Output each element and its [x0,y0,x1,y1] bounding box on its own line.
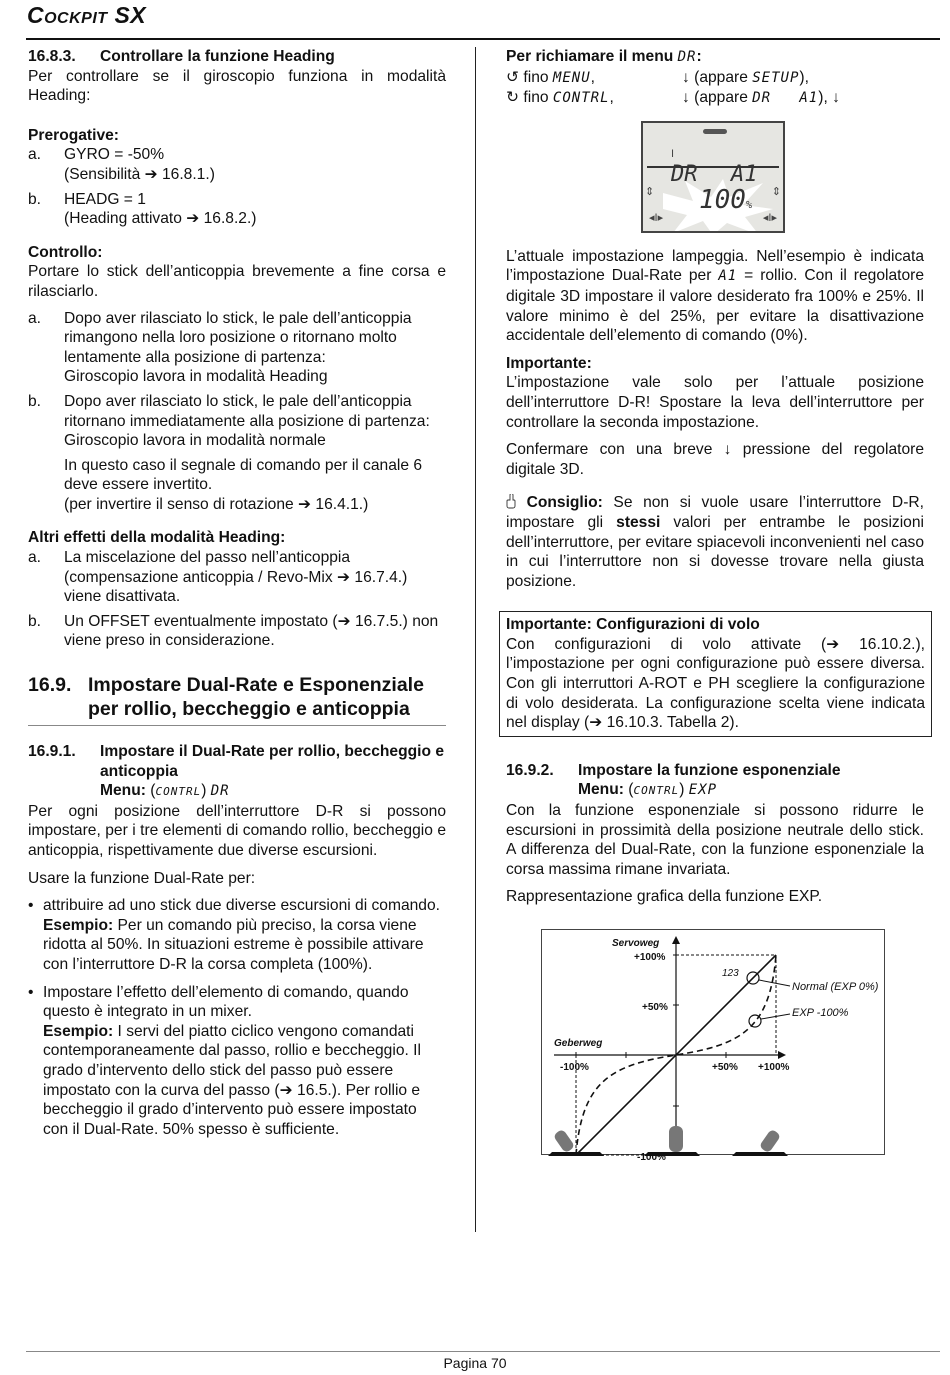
section-16-9-2-para: Con la funzione esponenziale si possono ridurre le escursioni in prossimità della posizione neutrale dello stick. A differenza del Dual-Rate, con la funzione esponenziale la corsa massima rimane invariata. [506,802,924,878]
press-down-arrow-icon: ↓ [723,441,732,459]
controllo-item-b: b. Dopo aver rilasciato lo stick, le pale dell’anticoppia ritornano immediatamente alla posizione di partenza: Giroscopio lavora in modalità normale In questo caso il segnale di comando per il canale 6 deve essere invertito. (per invertire il senso di rotazione ➔ 16.4.1.) [28,392,430,513]
section-16-9-heading: 16.9. Impostare Dual-Rate e Esponenziale per rollio, beccheggio e anticoppia [28,673,446,726]
section-16-8-3-heading: 16.8.3. Controllare la funzione Heading [28,48,335,65]
bullet-icon: • [28,897,34,915]
x-axis-label: Geberweg [554,1038,603,1049]
controllo-text: Portare lo stick dell’anticoppia brevemente a fine corsa e rilasciarlo. [28,263,446,300]
lcd-contrl: CONTRL [155,785,202,799]
x-tick: +100% [758,1062,790,1073]
document-header-title: Cockpit SX [27,2,147,28]
legend-exp: EXP -100% [792,1007,849,1019]
exp-function-chart [541,929,885,1163]
left-column [28,47,446,1139]
section-16-9-1-heading: 16.9.1. Impostare il Dual-Rate per rollio, beccheggio e anticoppia Menu: (CONTRL) DR [28,743,445,800]
column-divider [475,47,476,1232]
section-16-9-2-heading: 16.9.2. Impostare la funzione esponenziale Menu: (CONTRL) EXP [506,761,841,799]
menu-access-title: Per richiamare il menu DR: [506,48,702,65]
y-axis-label: Servoweg [612,938,660,949]
rotate-cw-icon: ↻ [506,89,520,107]
nav-step-2: ↻ fino CONTRL, ↓ (appare DR A1), ↓ [506,89,840,107]
exp-caption: Rappresentazione grafica della funzione EXP. [506,888,823,906]
current-setting-para: L’attuale impostazione lampeggia. Nell’esempio è indicata l’impostazione Dual-Rate per A1 = rollio. Con il regolatore digitale 3D impostare il valore desiderato fra 100% e 25%. Il valore minimo è del 25%, per evitare la disattivazione accidentale dell’elemento di comando (0%). [506,247,924,345]
chart-annotation: 123 [722,968,739,979]
y-tick: +50% [642,1002,668,1013]
helicopter-icon [703,129,727,134]
section-16-8-3-intro: Per controllare se il giroscopio funziona in modalità Heading: [28,67,446,105]
list-item: • attribuire ad uno stick due diverse escursioni di comando. Esempio: Per un comando più preciso, la corsa viene ridotta al 50%. In situazioni estreme è possibile attivare con l’interruttore D-R la corsa completa (100%). [28,897,440,973]
trim-marker-icon: I [671,147,675,160]
x-tick: -100% [560,1062,589,1073]
importante-title: Importante: [506,354,592,372]
trim-horizontal-icon: ◂I▸ [649,212,664,225]
confirm-text: Confermare con una breve ↓ pressione del regolatore digitale 3D. [506,441,924,478]
bullet-icon: • [28,983,34,1001]
flight-config-notice-box: Importante: Configurazioni di volo Con configurazioni di volo attivate (➔ 16.10.2.), l’impostazione per ogni configurazione può essere diversa. Con gli interruttori A-ROT e PH scegliere la configurazione di volo desiderata. La configurazione scelta viene indicata nel display (➔ 16.10.3. Tabella 2). [499,611,932,737]
y-tick: -100% [637,1152,666,1163]
page-number: Pagina 70 [443,1355,507,1371]
tip-hand-icon [506,494,516,509]
altri-item-b: b. Un OFFSET eventualmente impostato (➔ 16.7.5.) non viene preso in considerazione. [28,612,439,650]
lcd-display-illustration: I DR A1 100% ⇕ ⇕ ◂I▸ ◂I▸ [641,121,785,233]
header-rule [26,38,940,40]
press-down-arrow-icon: ↓ [682,68,690,86]
prerogative-item-a: a. GYRO = -50% (Sensibilità ➔ 16.8.1.) [28,146,215,183]
legend-normal: Normal (EXP 0%) [792,981,879,993]
press-down-arrow-icon: ↓ [682,89,690,107]
trim-vertical-icon: ⇕ [771,185,781,198]
dual-rate-usage: Usare la funzione Dual-Rate per: [28,869,256,887]
altri-item-a: a. La miscelazione del passo nell’anticoppia (compensazione anticoppia / Revo-Mix ➔ 16.7.4.) viene disattivata. [28,549,408,606]
x-tick: +50% [712,1062,738,1073]
nav-step-1: ↺ fino MENU, ↓ (appare SETUP), [506,68,809,86]
consiglio-tip: Consiglio: Se non si vuole usare l’interruttore D-R, impostare gli stessi valori per entrambe le posizioni dell’interruttore, per evitare spiacevoli inconvenienti nel caso in cui l’interruttore non si dovesse trovare nella giusta posizione. [506,494,924,590]
trim-horizontal-icon: ◂I▸ [762,212,777,225]
y-tick: +100% [634,952,666,963]
lcd-value: 100% [699,184,752,215]
importante-text: L’impostazione vale solo per l’attuale posizione dell’interruttore D-R! Spostare la leva dell’interruttore per controllare la seconda impostazione. [506,374,924,431]
rotate-ccw-icon: ↺ [506,68,520,86]
prerogative-item-b: b. HEADG = 1 (Heading attivato ➔ 16.8.2.) [28,190,257,228]
right-column [506,47,925,1163]
press-down-arrow-icon: ↓ [832,89,840,107]
footer-rule [26,1351,940,1352]
section-16-9-1-para: Per ogni posizione dell’interruttore D-R si possono impostare, per i tre elementi di comando rollio, beccheggio e anticoppia, rispettivamente due diverse escursioni. [28,802,446,859]
lcd-contrl: CONTRL [633,784,680,798]
controllo-title: Controllo: [28,243,103,261]
controllo-item-a: a. Dopo aver rilasciato lo stick, le pale dell’anticoppia rimangono nella loro posizione o ritornano molto lentamente alla posizione di partenza: Giroscopio lavora in modalità Heading [28,309,412,386]
altri-effetti-title: Altri effetti della modalità Heading: [28,529,286,547]
trim-vertical-icon: ⇕ [645,185,655,198]
prerogative-title: Prerogative: [28,126,119,144]
list-item: • Impostare l’effetto dell’elemento di comando, quando questo è integrato in un mixer. Esempio: I servi del piatto ciclico vengono comandati contemporaneamente dal passo, rollio e beccheggio. Il grado d’intervento dello stick del passo può essere impostato con la curva del passo (➔ 16.5.). Per rollio e beccheggio il grado d’intervento può essere impostato con il Dual-Rate. 50% spesso è sufficiente. [28,983,421,1138]
